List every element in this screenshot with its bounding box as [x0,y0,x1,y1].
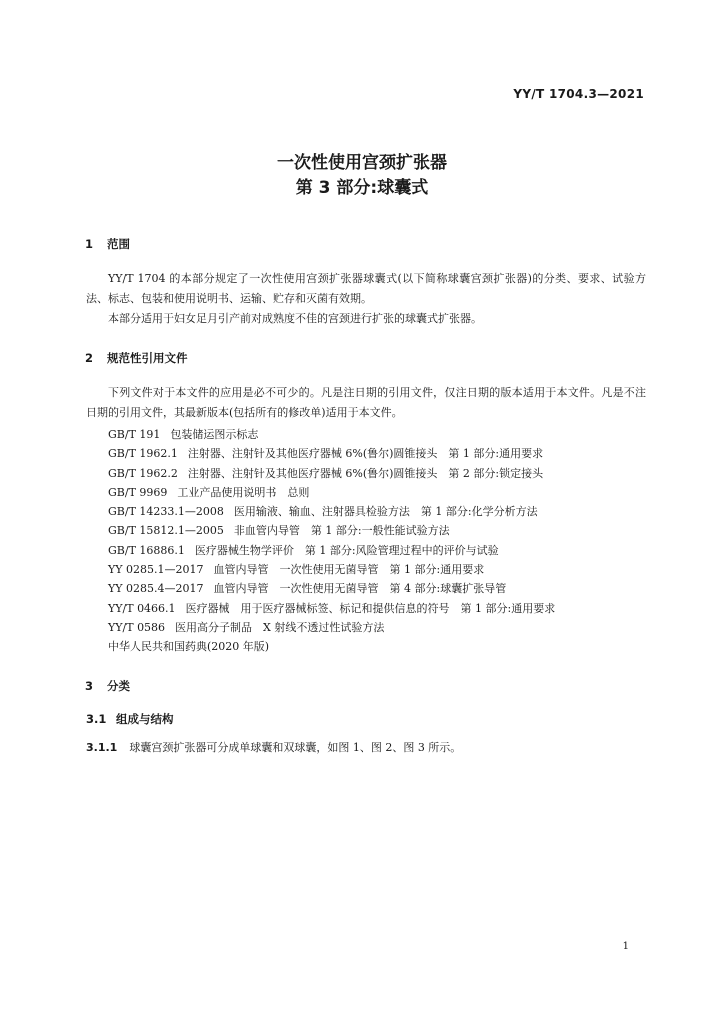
section-title: 规范性引用文件 [107,351,188,365]
reference-title: 医疗器械 用于医疗器械标签、标记和提供信息的符号 第 1 部分:通用要求 [185,601,556,615]
clause-number: 3.1.1 [86,741,118,754]
section-3-heading [85,678,130,694]
section-1-heading [85,236,130,252]
reference-item [108,425,555,444]
reference-item [108,637,555,656]
reference-title: 血管内导管 一次性使用无菌导管 第 1 部分:通用要求 [213,563,485,577]
section-3-1-heading [86,711,174,727]
section-number: 2 [85,351,94,365]
section-title: 组成与结构 [116,712,174,726]
normative-reference-list [108,425,555,657]
reference-code: GB/T 15812.1—2005 [108,524,224,538]
reference-code: YY/T 0466.1 [108,601,176,615]
section-number: 3.1 [86,712,107,726]
reference-code: YY 0285.4—2017 [108,582,204,596]
page-number: 1 [622,941,629,952]
reference-title: 非血管内导管 第 1 部分:一般性能试验方法 [233,524,450,538]
reference-code: GB/T 1962.1 [108,447,178,461]
reference-item [108,618,555,637]
reference-title: 包装储运图示标志 [170,428,259,441]
document-subtitle: 第 3 部分:球囊式 [295,178,429,198]
reference-item [108,521,555,540]
reference-item [108,541,555,560]
section-1-paragraph-1: YY/T 1704 的本部分规定了一次性使用宫颈扩张器球囊式(以下简称球囊宫颈扩张器)的分类、要求、试验方法、标志、包装和使用说明书、运输、贮存和灭菌有效期。 [86,272,646,305]
reference-title: 工业产品使用说明书 总则 [177,485,310,499]
section-2-heading [85,350,188,366]
reference-code: YY 0285.1—2017 [108,563,204,577]
reference-code: GB/T 16886.1 [108,543,185,557]
section-1-paragraph-2: 本部分适用于妇女足月引产前对成熟度不佳的宫颈进行扩张的球囊式扩张器。 [108,312,482,325]
reference-title: 医用输液、输血、注射器具检验方法 第 1 部分:化学分析方法 [233,505,538,519]
reference-title: 注射器、注射针及其他医疗器械 6%(鲁尔)圆锥接头 第 1 部分:通用要求 [187,447,544,461]
reference-title: 医疗器械生物学评价 第 1 部分:风险管理过程中的评价与试验 [194,543,499,557]
reference-item [108,444,555,463]
reference-code: GB/T 1962.2 [108,466,178,480]
section-number: 1 [85,237,94,251]
section-2-paragraph-1: 下列文件对于本文件的应用是必不可少的。凡是注日期的引用文件，仅注日期的版本适用于本文件。凡是不注日期的引用文件，其最新版本(包括所有的修改单)适用于本文件。 [86,386,646,419]
reference-code: GB/T 14233.1—2008 [108,505,224,519]
reference-item [108,599,555,618]
clause-text: 球囊宫颈扩张器可分成单球囊和双球囊，如图 1、图 2、图 3 所示。 [129,741,462,754]
reference-title: 中华人民共和国药典(2020 年版) [108,640,270,654]
section-title: 分类 [107,679,130,693]
reference-title: 注射器、注射针及其他医疗器械 6%(鲁尔)圆锥接头 第 2 部分:锁定接头 [187,466,544,480]
document-title: 一次性使用宫颈扩张器 [277,153,447,173]
reference-item [108,464,555,483]
section-title: 范围 [107,237,130,251]
section-number: 3 [85,679,94,693]
clause-3-1-1 [86,739,461,755]
reference-code: GB/T 9969 [108,485,168,499]
reference-item [108,502,555,521]
reference-title: 血管内导管 一次性使用无菌导管 第 4 部分:球囊扩张导管 [213,582,507,596]
reference-item [108,483,555,502]
reference-item [108,560,555,579]
reference-code: YY/T 0586 [108,620,166,634]
standard-code: YY/T 1704.3—2021 [513,87,644,101]
reference-title: 医用高分子制品 X 射线不透过性试验方法 [175,620,385,634]
reference-item [108,579,555,598]
reference-code: GB/T 191 [108,428,161,441]
